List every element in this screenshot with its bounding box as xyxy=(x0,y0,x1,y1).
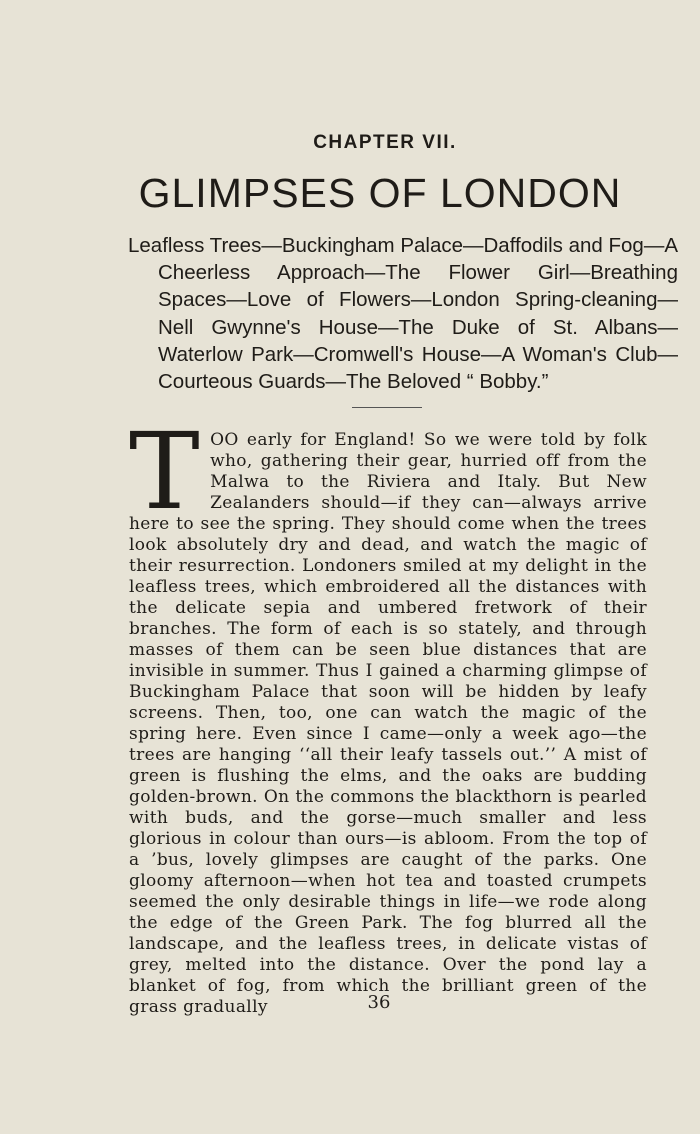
drop-cap: T xyxy=(129,410,201,533)
body-text: OO early for England! So we were told by folk who, gathering their gear, hurried off from the Malwa to the Riviera and Italy. But New Zealanders should—if they can—always arrive here to see the spring. They should come when the trees look absolutely dry and dead, and watch the magic of their resurrection. Londoners smiled at my delight in the leafless trees, which embroidered all the distances with the delicate sepia and umbered fretwork of their branches. The form of each is so stately, and through masses of them can be seen blue distances that are invisible in summer. Thus I gained a charming glimpse of Buckingham Palace that soon will be hidden by leafy screens. Then, too, one can watch the magic of the spring here. Even since I came—only a week ago—the trees are hanging ‘‘all their leafy tassels out.’’ A mist of green is flushing the elms, and the oaks are budding golden-brown. On the commons the blackthorn is pearled with buds, and the gorse—much smaller and less glorious in colour than ours—is abloom. From the top of a ’bus, lovely glimpses are caught of the parks. One gloomy afternoon—when hot tea and toasted crumpets seemed the only desirable things in life—we rode along the edge of the Green Park. The fog blurred all the landscape, and the leafless trees, in delicate vistas of grey, melted into the distance. Over the pond lay a blanket of fog, from which the brilliant green of the grass gradually xyxy=(129,430,647,1017)
chapter-label: CHAPTER VII. xyxy=(313,132,457,153)
chapter-title: GLIMPSES OF LONDON xyxy=(138,170,622,216)
section-divider xyxy=(352,407,422,408)
page-number: 36 xyxy=(367,992,391,1013)
body-paragraph xyxy=(129,410,647,1018)
chapter-synopsis: Leafless Trees—Buckingham Palace—Daffodils and Fog—A Cheerless Approach—The Flower Girl—Breathing Spaces—Love of Flowers—London Spring-cleaning—Nell Gwynne's House—The Duke of St. Albans—Waterlow Park—Cromwell's House—A Woman's Club—Courteous Guards—The Beloved “ Bobby.” xyxy=(128,234,678,394)
